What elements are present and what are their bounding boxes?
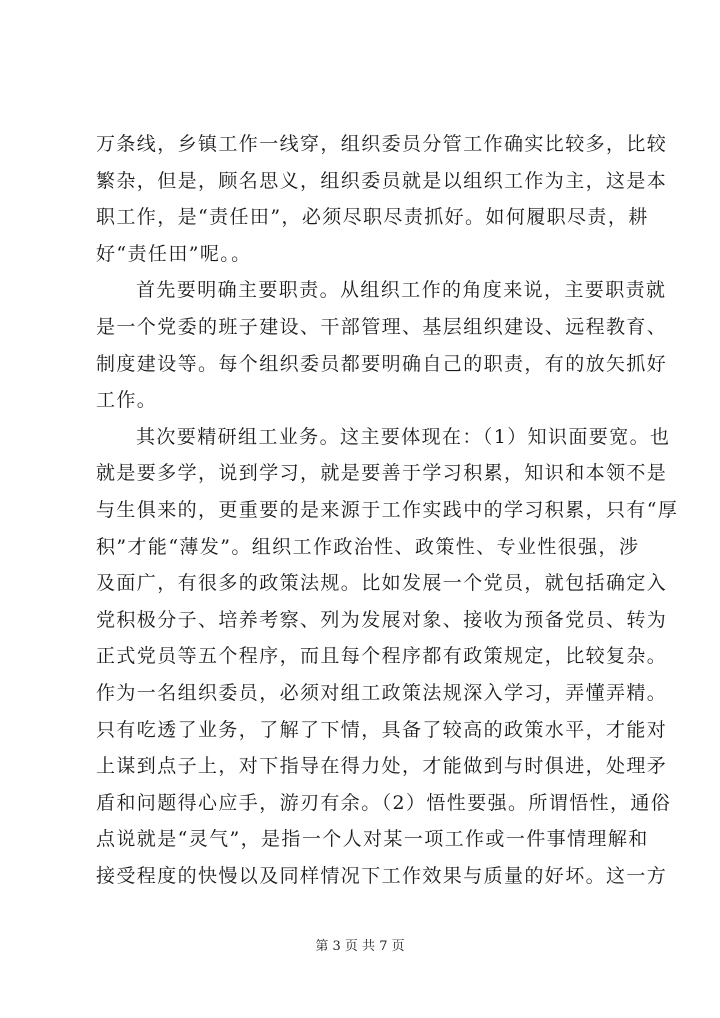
text-line: 上谋到点子上，对下指导在得力处，才能做到与时俱进，处理矛 [96,755,668,778]
text-line: 正式党员等五个程序，而且每个程序都有政策规定，比较复杂。 [96,645,668,668]
text-line: 首先要明确主要职责。从组织工作的角度来说，主要职责就 [136,279,667,302]
text-line: 是一个党委的班子建设、干部管理、基层组织建设、远程教育、 [96,315,668,338]
text-line: 好“责任田”呢。。 [96,242,252,265]
text-line: 繁杂，但是，顾名思义，组织委员就是以组织工作为主，这是本 [96,169,668,192]
text-line: 就是要多学，说到学习，就是要善于学习积累，知识和本领不是 [96,462,668,485]
document-body [96,126,679,894]
text-line: 盾和问题得心应手，游刃有余。（2）悟性要强。所谓悟性，通俗 [96,791,672,814]
text-line: 工作。 [96,389,158,412]
text-line: 其次要精研组工业务。这主要体现在：（1）知识面要宽。也 [136,425,671,448]
text-line: 及面广，有很多的政策法规。比如发展一个党员，就包括确定入 [96,572,668,595]
text-line: 党积极分子、培养考察、列为发展对象、接收为预备党员、转为 [96,608,668,631]
text-line: 作为一名组织委员，必须对组工政策法规深入学习，弄懂弄精。 [96,681,668,704]
text-line: 与生俱来的，更重要的是来源于工作实践中的学习积累，只有“厚 [96,498,679,521]
text-line: 万条线，乡镇工作一线穿，组织委员分管工作确实比较多，比较 [96,133,668,155]
text-line: 制度建设等。每个组织委员都要明确自己的职责，有的放矢抓好 [96,352,668,375]
text-line: 只有吃透了业务，了解了下情，具备了较高的政策水平，才能对 [96,718,668,741]
text-line: 积”才能“薄发”。组织工作政治性、政策性、专业性很强，涉 [96,535,640,558]
text-line: 接受程度的快慢以及同样情况下工作效果与质量的好坏。这一方 [96,864,668,887]
text-line: 点说就是“灵气”，是指一个人对某一项工作或一件事情理解和 [96,828,649,851]
text-line: 职工作，是“责任田”，必须尽职尽责抓好。如何履职尽责，耕 [96,206,649,229]
page-number-footer: 第 3 页 共 7 页 [315,939,405,954]
